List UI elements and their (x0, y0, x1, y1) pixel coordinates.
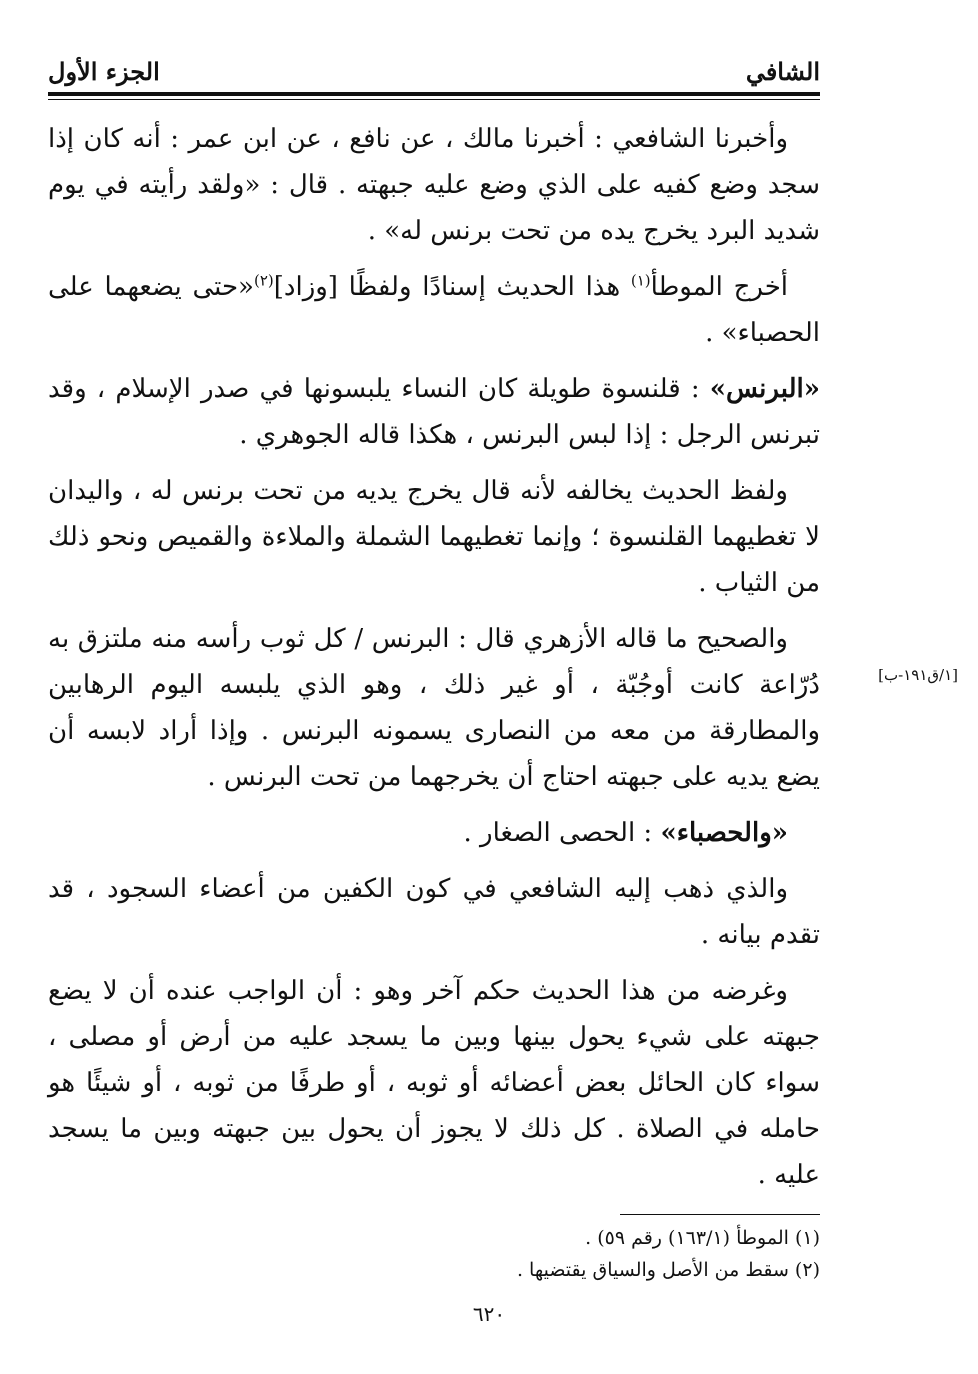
header-book-title: الشافي (745, 57, 820, 86)
paragraph: وأخبرنا الشافعي : أخبرنا مالك ، عن نافع ، عن ابن عمر : أنه كان إذا سجد وضع كفيه على الذي وضع عليه جبهته . قال : «ولقد رأيته في يوم شديد البرد يخرج يده من تحت برنس له» . (48, 124, 820, 246)
defined-term: «والحصباء» (660, 818, 788, 848)
paragraph: والذي ذهب إليه الشافعي في كون الكفين من أعضاء السجود ، قد تقدم بيانه . (48, 874, 820, 950)
footnote: (١) الموطأ (١٦٣/١) رقم ٥٩) . (585, 1227, 820, 1249)
manuscript-folio-note: [١/ق١٩١-ب] (878, 666, 958, 684)
main-text (48, 116, 820, 1208)
paragraph: «البرنس» : قلنسوة طويلة كان النساء يلبسونها في صدر الإسلام ، وقد تبرنس الرجل : إذا لبس البرنس ، هكذا قاله الجوهري . (48, 374, 820, 450)
footnotes (48, 1222, 820, 1286)
paragraph: ولفظ الحديث يخالفه لأنه قال يخرج يديه من تحت برنس له ، واليدان لا تغطيهما القلنسوة ؛ وإنما تغطيهما الشملة والملاءة والقميص ونحو ذلك من الثياب . (48, 476, 820, 598)
defined-term: «البرنس» (709, 374, 820, 404)
header-rule-thin (48, 99, 820, 100)
footnote-ref: (١) (630, 271, 651, 290)
footnote-ref: (٢) (253, 271, 274, 290)
paragraph: وغرضه من هذا الحديث حكم آخر وهو : أن الواجب عنده أن لا يضع جبهته على شيء يحول بينها وبين ما يسجد عليه من أرض أو مصلى ، سواء كان الحائل بعض أعضائه أو ثوبه ، أو طرفًا من ثوبه ، أو شيئًا هو حامله في الصلاة . كل ذلك لا يجوز أن يحول بين جبهته وبين ما يسجد عليه . (48, 976, 820, 1190)
page-number: ٦٢٠ (472, 1302, 506, 1326)
paragraph: «والحصباء» : الحصى الصغار . (463, 818, 788, 848)
running-header (48, 48, 820, 88)
footnote-separator (620, 1214, 820, 1215)
header-rule-thick (48, 92, 820, 96)
header-volume-title: الجزء الأول (48, 57, 160, 86)
paragraph: والصحيح ما قاله الأزهري قال : البرنس / كل ثوب رأسه منه ملتزق به دُرّاعة كانت أوجُبّة ، أو غير ذلك ، وهو الذي يلبسه اليوم الرهابين والمطارقة من معه من النصارى يسمونه البرنس . وإذا أراد لابسه أن يضع يديه على جبهته احتاج أن يخرجهما من تحت البرنس . (48, 624, 820, 792)
paragraph: أخرج الموطأ$^{(١)}$ هذا الحديث إسنادًا ولفظًا [وزاد]$^{(٢)}$«حتى يضعهما على الحصباء» . (48, 271, 820, 348)
footnote: (٢) سقط من الأصل والسياق يقتضيها . (516, 1259, 820, 1281)
